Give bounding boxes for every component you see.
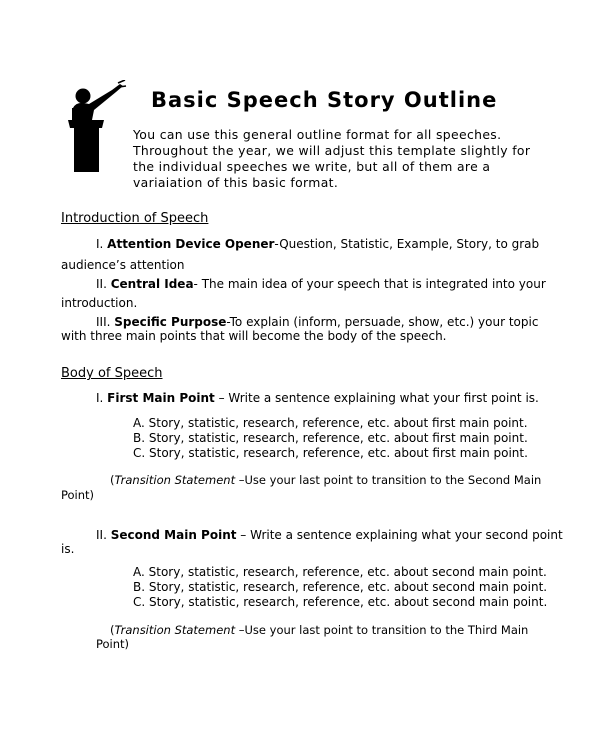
intro-line: Throughout the year, we will adjust this template slightly for bbox=[133, 143, 531, 158]
section-heading-body: Body of Speech bbox=[61, 366, 163, 381]
sub-point: C. Story, statistic, research, reference, etc. about second main point. bbox=[133, 595, 548, 609]
speaker-podium-icon bbox=[62, 80, 128, 172]
paren: ( bbox=[110, 473, 115, 487]
transition-statement bbox=[110, 623, 528, 637]
item-label: Second Main Point bbox=[110, 528, 237, 542]
item-numeral: III. bbox=[96, 315, 115, 329]
transition-continuation: Point) bbox=[61, 488, 95, 502]
item-text: -To explain (inform, persuade, show, etc.) your topic bbox=[226, 315, 539, 329]
item-text: - The main idea of your speech that is integrated into your bbox=[193, 277, 546, 291]
transition-label: Transition Statement bbox=[114, 473, 236, 487]
intro-line: You can use this general outline format for all speeches. bbox=[133, 127, 502, 142]
outline-item bbox=[96, 277, 546, 291]
sub-point: A. Story, statistic, research, reference, etc. about first main point. bbox=[133, 416, 528, 430]
transition-label: Transition Statement bbox=[114, 623, 236, 637]
item-text: -Question, Statistic, Example, Story, to grab bbox=[274, 237, 540, 251]
item-text: – Write a sentence explaining what your first point is. bbox=[214, 391, 539, 405]
transition-text: –Use your last point to transition to the Third Main bbox=[235, 623, 529, 637]
main-point-continuation: is. bbox=[61, 542, 75, 556]
sub-point: B. Story, statistic, research, reference, etc. about second main point. bbox=[133, 580, 548, 594]
sub-point: C. Story, statistic, research, reference, etc. about first main point. bbox=[133, 446, 528, 460]
outline-item-continuation: introduction. bbox=[61, 296, 138, 310]
intro-line: the individual speeches we write, but all of them are a bbox=[133, 159, 491, 174]
outline-item-continuation: audience’s attention bbox=[61, 258, 185, 272]
paren: ( bbox=[110, 623, 115, 637]
main-point bbox=[96, 391, 539, 405]
item-label: First Main Point bbox=[107, 391, 215, 405]
item-text: – Write a sentence explaining what your second point bbox=[236, 528, 563, 542]
page-title: Basic Speech Story Outline bbox=[151, 88, 498, 112]
outline-item-continuation: with three main points that will become the body of the speech. bbox=[61, 329, 447, 343]
sub-point: B. Story, statistic, research, reference, etc. about first main point. bbox=[133, 431, 528, 445]
item-label: Specific Purpose bbox=[114, 315, 227, 329]
transition-text: –Use your last point to transition to the Second Main bbox=[235, 473, 542, 487]
outline-item bbox=[96, 237, 539, 251]
outline-item bbox=[96, 315, 538, 329]
item-numeral: I. bbox=[96, 237, 108, 251]
intro-line: variaiation of this basic format. bbox=[133, 175, 339, 190]
item-numeral: II. bbox=[96, 277, 111, 291]
sub-point: A. Story, statistic, research, reference, etc. about second main point. bbox=[133, 565, 547, 579]
item-numeral: I. bbox=[96, 391, 108, 405]
item-label: Attention Device Opener bbox=[107, 237, 275, 251]
item-numeral: II. bbox=[96, 528, 111, 542]
section-heading-introduction: Introduction of Speech bbox=[61, 211, 209, 226]
transition-statement bbox=[110, 473, 541, 487]
main-point bbox=[96, 528, 563, 542]
item-label: Central Idea bbox=[110, 277, 194, 291]
transition-continuation: Point) bbox=[96, 637, 130, 651]
